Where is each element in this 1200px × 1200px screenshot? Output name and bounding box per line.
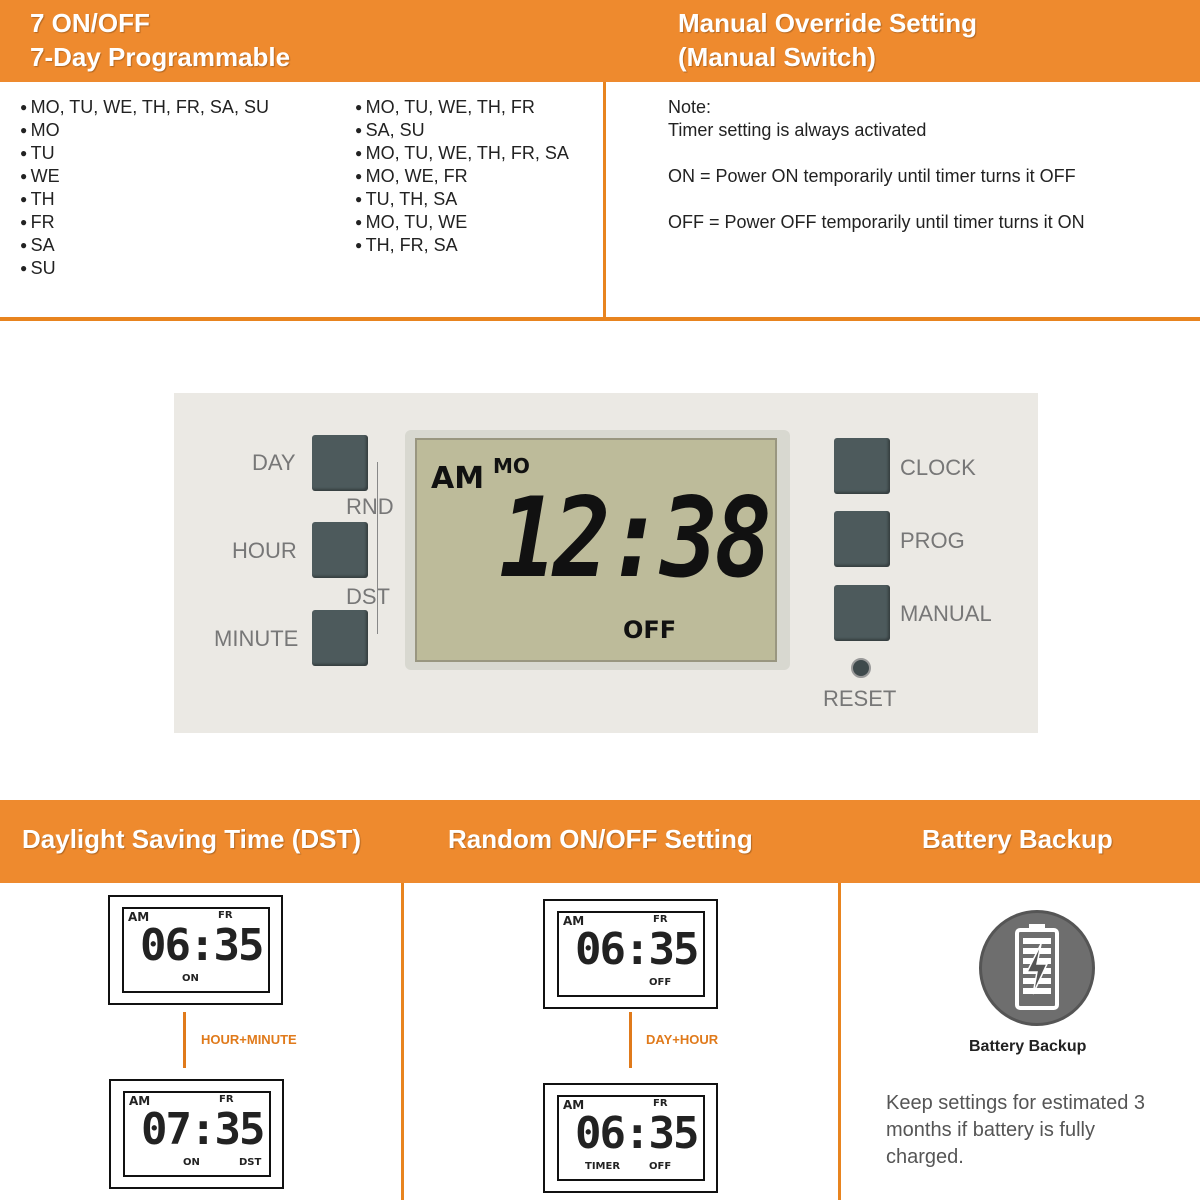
rnd-label: RND: [346, 494, 394, 519]
note-text: Note: Timer setting is always activated ON = Power ON temporarily until timer turns it OFF OFF = Power OFF temporarily until timer turns it ON: [668, 97, 1085, 232]
title-battery: Battery Backup: [922, 824, 1113, 854]
hour-label: HOUR: [232, 538, 297, 563]
clock-button[interactable]: [834, 438, 890, 494]
title-dst: Daylight Saving Time (DST): [22, 824, 362, 854]
battery-description: Keep settings for estimated 3 months if battery is fully charged.: [886, 1092, 1146, 1168]
double-arrow-icon: [183, 1012, 186, 1068]
lcd-state: OFF: [623, 616, 677, 644]
lcd-display: [405, 430, 790, 670]
title-random: Random ON/OFF Setting: [448, 824, 753, 854]
hour-button[interactable]: [312, 522, 368, 578]
day-label: DAY: [252, 450, 296, 475]
reset-label: RESET: [823, 686, 897, 711]
dst-buttons-label: HOUR+MINUTE: [201, 1032, 297, 1047]
random-buttons-label: DAY+HOUR: [646, 1032, 719, 1047]
random-after-display: AM FR 06:35 OFF TIMER: [543, 1083, 718, 1193]
minute-button[interactable]: [312, 610, 368, 666]
dst-after-display: AM FR 07:35 ON DST: [109, 1079, 284, 1189]
battery-caption: Battery Backup: [969, 1038, 1087, 1055]
minute-label: MINUTE: [214, 626, 299, 651]
clock-label: CLOCK: [900, 455, 976, 480]
divider: [0, 317, 1200, 321]
lcd-ampm: AM: [431, 461, 485, 496]
random-before-display: AM FR 06:35 OFF: [543, 899, 718, 1009]
top-header: [0, 0, 1200, 82]
dst-before-display: AM FR 06:35 ON: [108, 895, 283, 1005]
manual-label: MANUAL: [900, 601, 992, 626]
program-list-b: ● MO, TU, WE, TH, FR ● SA, SU ● MO, TU, WE, TH, FR, SA ● MO, WE, FR ● TU, TH, SA ● MO, TU, WE ● TH, FR, SA: [355, 96, 569, 257]
bottom-header: [0, 800, 1200, 883]
dst-label: DST: [346, 584, 390, 609]
prog-label: PROG: [900, 528, 965, 553]
double-arrow-icon: [629, 1012, 632, 1068]
day-button[interactable]: [312, 435, 368, 491]
divider: [401, 883, 404, 1200]
title-7-day: 7 ON/OFF 7-Day Programmable: [30, 8, 291, 72]
prog-button[interactable]: [834, 511, 890, 567]
title-manual-override: Manual Override Setting (Manual Switch): [678, 8, 978, 72]
battery-icon: [979, 910, 1095, 1026]
divider: [603, 82, 606, 320]
divider: [838, 883, 841, 1200]
manual-button[interactable]: [834, 585, 890, 641]
program-list-a: ● MO, TU, WE, TH, FR, SA, SU ● MO ● TU ● WE ● TH ● FR ● SA ● SU: [20, 96, 269, 280]
bracket-line: [370, 462, 378, 634]
lcd-day: MO: [493, 454, 530, 478]
reset-button[interactable]: [851, 658, 871, 678]
lcd-time: 12:38: [499, 473, 768, 603]
